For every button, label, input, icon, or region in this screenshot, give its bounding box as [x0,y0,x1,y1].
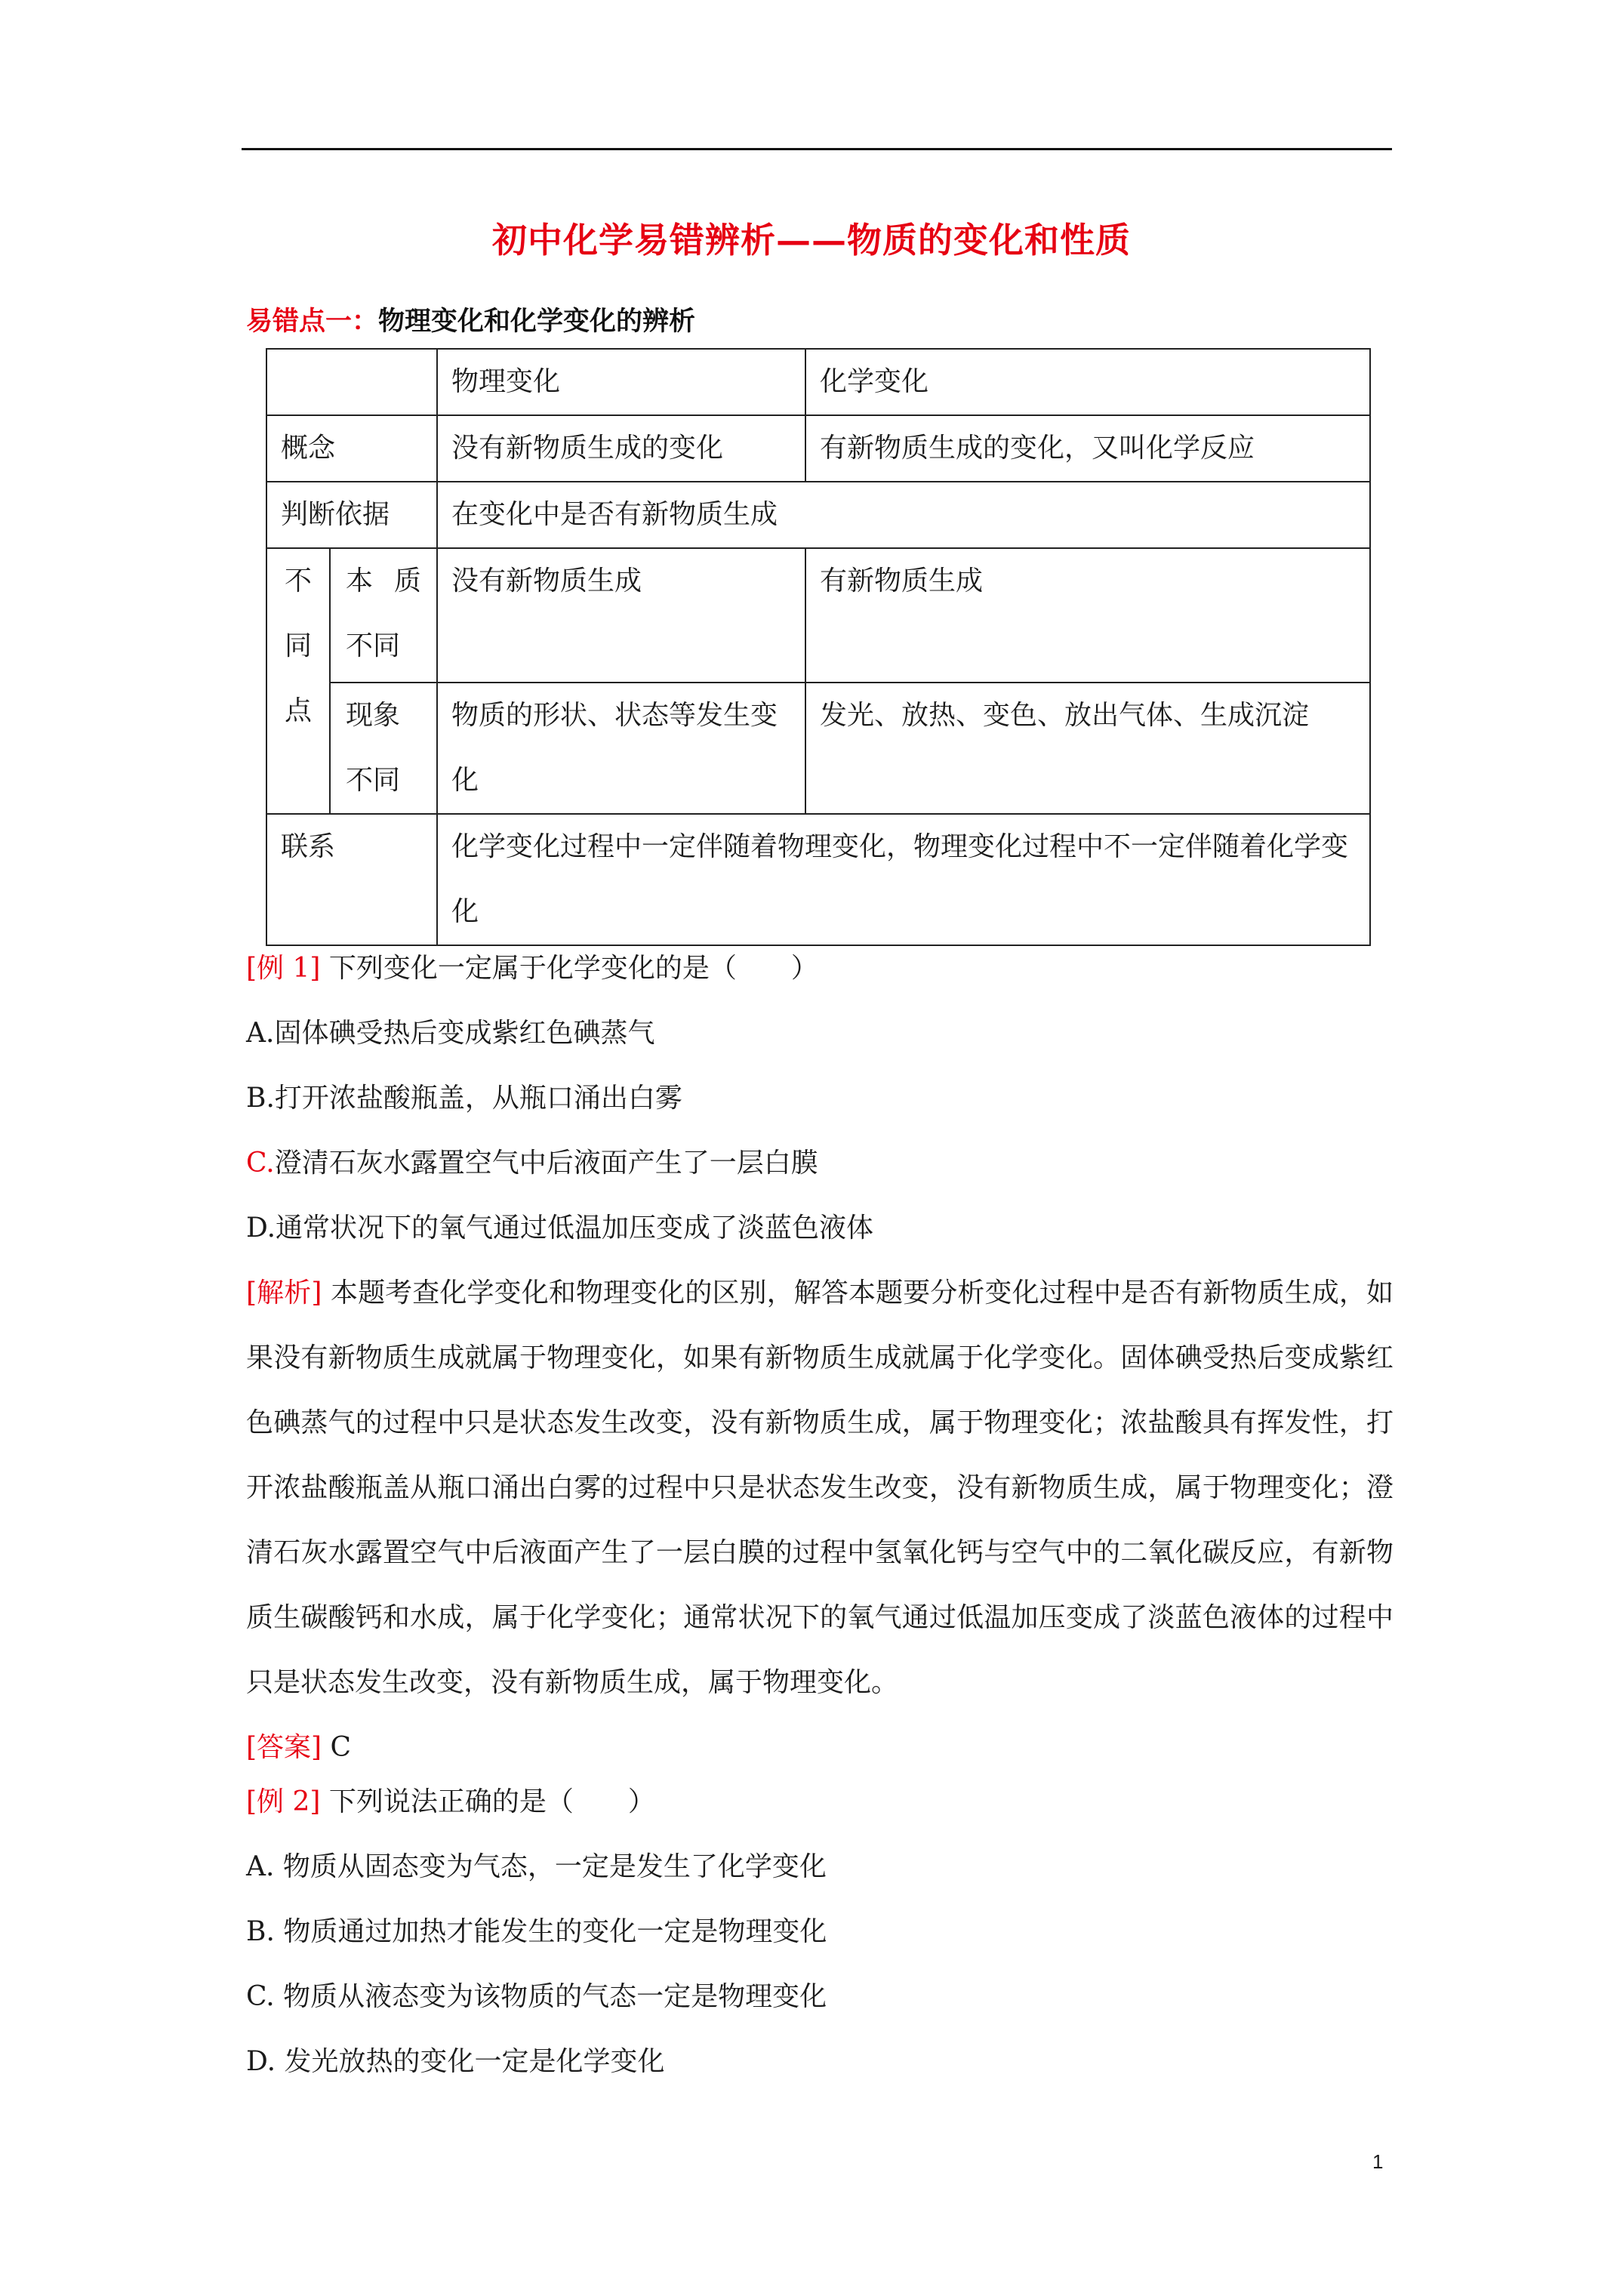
row-label-basis: 判断依据 [266,482,437,548]
example-1-option-d: D.通常状况下的氧气通过低温加压变成了淡蓝色液体 [246,1213,874,1244]
table-header-physical: 物理变化 [437,349,805,415]
essence-physical: 没有新物质生成 [437,548,805,683]
header-rule [242,148,1392,150]
example-1-option-c: C.澄清石灰水露置空气中后液面产生了一层白膜 [246,1148,818,1179]
sub-label-essence: 本质不同 [330,548,437,683]
example-2 [246,1770,1394,2094]
row-label-concept: 概念 [266,415,437,482]
table-row-relation [266,814,1370,945]
example-1 [246,936,1394,1780]
comparison-table [266,348,1371,946]
example-1-question-text: 下列变化一定属于化学变化的是（ ） [320,953,818,984]
table-row-phenomenon [266,683,1370,814]
table-row-essence [266,548,1370,683]
essence-chemical: 有新物质生成 [805,548,1370,683]
example-2-tag: [例 2] [246,1786,321,1817]
diff-label: 不同点 [285,566,313,726]
table-header-row [266,349,1370,415]
section-heading [246,300,695,338]
example-2-option-b: B. 物质通过加热才能发生的变化一定是物理变化 [246,1916,827,1947]
analysis-text: 本题考查化学变化和物理变化的区别，解答本题要分析变化过程中是否有新物质生成，如果没有新物质生成就属于物理变化，如果有新物质生成就属于化学变化。固体碘受热后变成紫红色碘蒸气的过程中只是状态发生改变，没有新物质生成，属于物理变化；浓盐酸具有挥发性，打开浓盐酸瓶盖从瓶口涌出白雾的过程中只是状态发生改变，没有新物质生成，属于物理变化；澄清石灰水露置空气中后液面产生了一层白膜的过程中氢氧化钙与空气中的二氧化碳反应，有新物质生碳酸钙和水成，属于化学变化；通常状况下的氧气通过低温加压变成了淡蓝色液体的过程中只是状态发生改变，没有新物质生成，属于物理变化。 [246,1277,1394,1698]
section-label: 易错点一： [246,306,379,337]
row-label-relation: 联系 [266,814,437,945]
basis-text: 在变化中是否有新物质生成 [437,482,1370,548]
example-2-question [246,1770,1394,1835]
table-row-basis [266,482,1370,548]
example-1-question [246,936,1394,1001]
analysis-tag: [解析] [246,1277,322,1308]
example-1-option-b: B.打开浓盐酸瓶盖，从瓶口涌出白雾 [246,1083,682,1114]
phenomenon-chemical: 发光、放热、变色、放出气体、生成沉淀 [805,683,1370,814]
row-label-diff [266,548,330,814]
phenomenon-physical: 物质的形状、状态等发生变化 [437,683,805,814]
concept-chemical: 有新物质生成的变化，又叫化学反应 [805,415,1370,482]
table-header-empty [266,349,437,415]
example-1-option-a: A.固体碘受热后变成紫红色碘蒸气 [246,1018,655,1049]
example-1-analysis [246,1261,1394,1715]
page-number: 1 [1372,2150,1384,2173]
section-text: 物理变化和化学变化的辨析 [378,306,696,337]
answer-text: C [322,1732,352,1763]
example-2-question-text: 下列说法正确的是（ ） [320,1786,655,1817]
relation-text: 化学变化过程中一定伴随着物理变化，物理变化过程中不一定伴随着化学变化 [437,814,1370,945]
table-header-chemical: 化学变化 [805,349,1370,415]
example-2-option-a: A. 物质从固态变为气态，一定是发生了化学变化 [246,1851,827,1882]
concept-physical: 没有新物质生成的变化 [437,415,805,482]
sub-label-phenomenon: 现象不同 [330,683,437,814]
page-title: 初中化学易错辨析——物质的变化和性质 [492,220,1131,260]
table-row-concept [266,415,1370,482]
answer-tag: [答案] [246,1732,322,1763]
example-2-option-c: C. 物质从液态变为该物质的气态一定是物理变化 [246,1981,827,2012]
example-2-option-d: D. 发光放热的变化一定是化学变化 [246,2046,665,2077]
example-1-tag: [例 1] [246,953,321,984]
